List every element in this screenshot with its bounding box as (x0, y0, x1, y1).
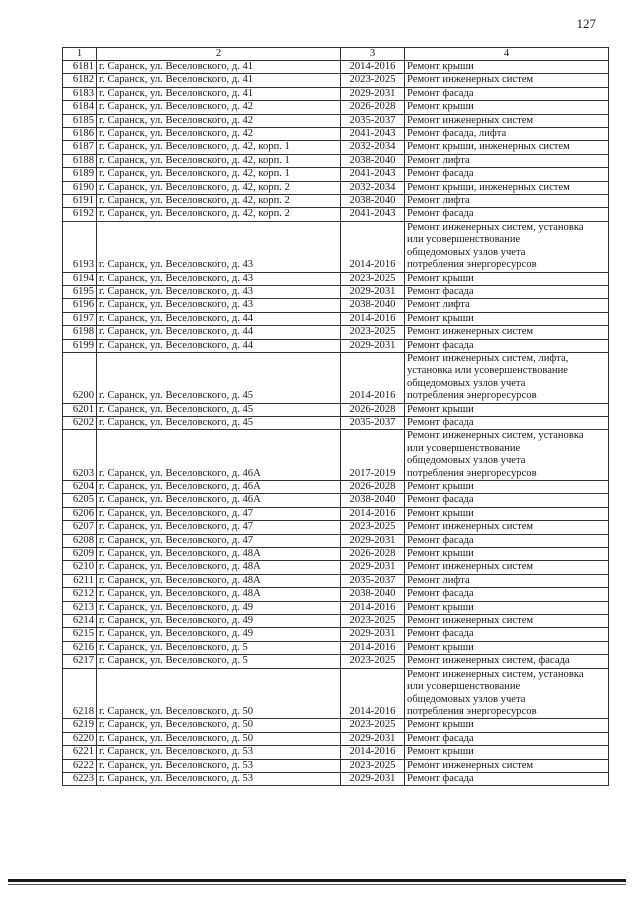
row-work-type (405, 299, 609, 312)
row-address: г. Саранск, ул. Веселовского, д. 53 (97, 772, 341, 785)
row-period: 2014-2016 (341, 352, 405, 403)
page-number: 127 (576, 16, 596, 31)
table-row (63, 114, 609, 127)
row-period: 2035-2037 (341, 114, 405, 127)
row-work-type (405, 507, 609, 520)
row-number: 6186 (63, 128, 97, 141)
row-number: 6202 (63, 416, 97, 429)
row-work-type (405, 548, 609, 561)
work-type-line: Ремонт крыши (407, 719, 474, 731)
row-number: 6203 (63, 430, 97, 481)
row-number: 6211 (63, 574, 97, 587)
table-row (63, 195, 609, 208)
row-period: 2026-2028 (341, 481, 405, 494)
row-work-type (405, 732, 609, 745)
row-address: г. Саранск, ул. Веселовского, д. 42 (97, 101, 341, 114)
work-type-line: Ремонт фасада (407, 628, 474, 640)
row-address: г. Саранск, ул. Веселовского, д. 53 (97, 759, 341, 772)
row-work-type (405, 481, 609, 494)
row-period: 2014-2016 (341, 746, 405, 759)
table-row (63, 494, 609, 507)
row-address: г. Саранск, ул. Веселовского, д. 42, корп. 2 (97, 181, 341, 194)
row-number: 6196 (63, 299, 97, 312)
row-address: г. Саранск, ул. Веселовского, д. 53 (97, 746, 341, 759)
row-work-type (405, 719, 609, 732)
table-row (63, 561, 609, 574)
table-row (63, 601, 609, 614)
row-address: г. Саранск, ул. Веселовского, д. 42, корп. 1 (97, 168, 341, 181)
work-type-line: Ремонт фасада (407, 494, 474, 506)
row-address: г. Саранск, ул. Веселовского, д. 42, корп. 2 (97, 208, 341, 221)
row-period: 2035-2037 (341, 416, 405, 429)
row-number: 6185 (63, 114, 97, 127)
row-number: 6200 (63, 352, 97, 403)
work-type-line: Ремонт фасада, лифта (407, 128, 507, 140)
table-row (63, 481, 609, 494)
row-period: 2029-2031 (341, 534, 405, 547)
row-period: 2041-2043 (341, 168, 405, 181)
row-number: 6205 (63, 494, 97, 507)
work-type-line: Ремонт крыши (407, 548, 474, 560)
row-period: 2023-2025 (341, 655, 405, 668)
table-row (63, 101, 609, 114)
row-address: г. Саранск, ул. Веселовского, д. 50 (97, 719, 341, 732)
row-period: 2038-2040 (341, 299, 405, 312)
table-header-row (63, 48, 609, 61)
row-period: 2026-2028 (341, 101, 405, 114)
table-row (63, 87, 609, 100)
row-address: г. Саранск, ул. Веселовского, д. 46А (97, 430, 341, 481)
work-type-line: Ремонт лифта (407, 195, 470, 207)
table-row (63, 285, 609, 298)
table-body (63, 61, 609, 786)
table-row (63, 221, 609, 272)
row-period: 2029-2031 (341, 87, 405, 100)
table-row (63, 299, 609, 312)
row-work-type (405, 772, 609, 785)
row-period: 2023-2025 (341, 326, 405, 339)
table-row (63, 641, 609, 654)
row-work-type (405, 655, 609, 668)
work-type-line: Ремонт инженерных систем (407, 615, 534, 627)
row-number: 6191 (63, 195, 97, 208)
row-period: 2029-2031 (341, 628, 405, 641)
work-type-line: Ремонт фасада (407, 168, 474, 180)
row-address: г. Саранск, ул. Веселовского, д. 47 (97, 534, 341, 547)
work-type-line: Ремонт фасада (407, 87, 474, 99)
table-row (63, 628, 609, 641)
row-number: 6214 (63, 615, 97, 628)
table-row (63, 521, 609, 534)
work-type-line: Ремонт крыши (407, 641, 474, 653)
row-number: 6189 (63, 168, 97, 181)
row-number: 6184 (63, 101, 97, 114)
row-number: 6223 (63, 772, 97, 785)
row-address: г. Саранск, ул. Веселовского, д. 47 (97, 507, 341, 520)
row-work-type (405, 615, 609, 628)
row-address: г. Саранск, ул. Веселовского, д. 43 (97, 272, 341, 285)
table-row (63, 588, 609, 601)
row-work-type (405, 416, 609, 429)
table-row (63, 759, 609, 772)
row-address: г. Саранск, ул. Веселовского, д. 44 (97, 326, 341, 339)
column-header-1: 1 (63, 48, 97, 61)
work-type-line: Ремонт фасада (407, 534, 474, 546)
row-address: г. Саранск, ул. Веселовского, д. 43 (97, 299, 341, 312)
row-number: 6221 (63, 746, 97, 759)
row-period: 2041-2043 (341, 208, 405, 221)
row-period: 2014-2016 (341, 507, 405, 520)
row-period: 2014-2016 (341, 312, 405, 325)
row-work-type (405, 195, 609, 208)
work-type-line: Ремонт крыши (407, 601, 474, 613)
row-number: 6219 (63, 719, 97, 732)
table-row (63, 416, 609, 429)
work-type-line: общедомовых узлов учета (407, 455, 526, 467)
row-period: 2029-2031 (341, 339, 405, 352)
work-type-line: Ремонт инженерных систем, установка (407, 221, 584, 233)
work-type-line: общедомовых узлов учета (407, 377, 526, 389)
work-type-line: Ремонт крыши (407, 746, 474, 758)
work-type-line: общедомовых узлов учета (407, 693, 526, 705)
table-row (63, 168, 609, 181)
row-number: 6182 (63, 74, 97, 87)
table-row (63, 403, 609, 416)
row-period: 2017-2019 (341, 430, 405, 481)
row-address: г. Саранск, ул. Веселовского, д. 42 (97, 128, 341, 141)
work-type-line: Ремонт фасада (407, 339, 474, 351)
row-address: г. Саранск, ул. Веселовского, д. 50 (97, 668, 341, 719)
work-type-line: Ремонт фасада (407, 588, 474, 600)
row-period: 2023-2025 (341, 719, 405, 732)
row-address: г. Саранск, ул. Веселовского, д. 46А (97, 481, 341, 494)
repair-schedule-table (62, 47, 609, 786)
row-address: г. Саранск, ул. Веселовского, д. 42, корп. 2 (97, 195, 341, 208)
table-row (63, 272, 609, 285)
table-row (63, 181, 609, 194)
row-number: 6209 (63, 548, 97, 561)
row-period: 2032-2034 (341, 181, 405, 194)
row-work-type (405, 403, 609, 416)
work-type-line: Ремонт инженерных систем, установка (407, 430, 584, 442)
row-work-type (405, 181, 609, 194)
row-address: г. Саранск, ул. Веселовского, д. 48А (97, 561, 341, 574)
row-period: 2014-2016 (341, 601, 405, 614)
row-number: 6194 (63, 272, 97, 285)
work-type-line: Ремонт фасада (407, 772, 474, 784)
row-work-type (405, 221, 609, 272)
row-number: 6206 (63, 507, 97, 520)
row-address: г. Саранск, ул. Веселовского, д. 5 (97, 641, 341, 654)
work-type-line: потребления энергоресурсов (407, 705, 537, 717)
row-number: 6181 (63, 61, 97, 74)
table-row (63, 719, 609, 732)
work-type-line: Ремонт инженерных систем (407, 759, 534, 771)
row-address: г. Саранск, ул. Веселовского, д. 43 (97, 221, 341, 272)
row-period: 2029-2031 (341, 561, 405, 574)
row-period: 2023-2025 (341, 759, 405, 772)
work-type-line: потребления энергоресурсов (407, 467, 537, 479)
work-type-line: Ремонт крыши (407, 507, 474, 519)
row-work-type (405, 168, 609, 181)
work-type-line: Ремонт крыши, инженерных систем (407, 141, 570, 153)
work-type-line: Ремонт инженерных систем (407, 74, 534, 86)
row-work-type (405, 601, 609, 614)
work-type-line: Ремонт инженерных систем (407, 326, 534, 338)
row-period: 2041-2043 (341, 128, 405, 141)
table-row (63, 208, 609, 221)
row-address: г. Саранск, ул. Веселовского, д. 45 (97, 403, 341, 416)
row-work-type (405, 746, 609, 759)
row-period: 2038-2040 (341, 195, 405, 208)
row-period: 2023-2025 (341, 272, 405, 285)
row-period: 2014-2016 (341, 641, 405, 654)
row-work-type (405, 759, 609, 772)
row-address: г. Саранск, ул. Веселовского, д. 47 (97, 521, 341, 534)
row-number: 6199 (63, 339, 97, 352)
row-address: г. Саранск, ул. Веселовского, д. 44 (97, 312, 341, 325)
work-type-line: Ремонт крыши (407, 61, 474, 72)
row-work-type (405, 74, 609, 87)
row-number: 6207 (63, 521, 97, 534)
row-address: г. Саранск, ул. Веселовского, д. 45 (97, 352, 341, 403)
row-work-type (405, 285, 609, 298)
column-header-3: 3 (341, 48, 405, 61)
work-type-line: потребления энергоресурсов (407, 259, 537, 271)
row-work-type (405, 668, 609, 719)
row-work-type (405, 561, 609, 574)
row-address: г. Саранск, ул. Веселовского, д. 50 (97, 732, 341, 745)
row-period: 2014-2016 (341, 61, 405, 74)
column-header-2: 2 (97, 48, 341, 61)
row-number: 6220 (63, 732, 97, 745)
row-period: 2032-2034 (341, 141, 405, 154)
row-address: г. Саранск, ул. Веселовского, д. 43 (97, 285, 341, 298)
row-work-type (405, 588, 609, 601)
work-type-line: Ремонт крыши (407, 312, 474, 324)
row-number: 6216 (63, 641, 97, 654)
row-period: 2035-2037 (341, 574, 405, 587)
work-type-line: Ремонт инженерных систем (407, 114, 534, 126)
table-row (63, 668, 609, 719)
row-address: г. Саранск, ул. Веселовского, д. 41 (97, 87, 341, 100)
row-work-type (405, 101, 609, 114)
row-address: г. Саранск, ул. Веселовского, д. 48А (97, 588, 341, 601)
row-period: 2029-2031 (341, 732, 405, 745)
row-period: 2014-2016 (341, 221, 405, 272)
table-row (63, 352, 609, 403)
work-type-line: Ремонт инженерных систем (407, 521, 534, 533)
work-type-line: Ремонт крыши (407, 481, 474, 492)
table-row (63, 128, 609, 141)
work-type-line: потребления энергоресурсов (407, 390, 537, 402)
row-address: г. Саранск, ул. Веселовского, д. 45 (97, 416, 341, 429)
row-address: г. Саранск, ул. Веселовского, д. 49 (97, 601, 341, 614)
row-work-type (405, 312, 609, 325)
row-period: 2029-2031 (341, 285, 405, 298)
row-number: 6193 (63, 221, 97, 272)
row-period: 2038-2040 (341, 588, 405, 601)
row-work-type (405, 430, 609, 481)
row-number: 6198 (63, 326, 97, 339)
work-type-line: Ремонт фасада (407, 285, 474, 297)
row-number: 6217 (63, 655, 97, 668)
table-row (63, 141, 609, 154)
bottom-rule (8, 879, 626, 882)
row-address: г. Саранск, ул. Веселовского, д. 42, корп. 1 (97, 154, 341, 167)
row-number: 6197 (63, 312, 97, 325)
row-address: г. Саранск, ул. Веселовского, д. 5 (97, 655, 341, 668)
row-work-type (405, 521, 609, 534)
work-type-line: Ремонт инженерных систем (407, 561, 534, 573)
row-address: г. Саранск, ул. Веселовского, д. 41 (97, 61, 341, 74)
row-number: 6188 (63, 154, 97, 167)
row-period: 2026-2028 (341, 548, 405, 561)
row-work-type (405, 141, 609, 154)
work-type-line: Ремонт инженерных систем, лифта, (407, 352, 569, 364)
row-address: г. Саранск, ул. Веселовского, д. 41 (97, 74, 341, 87)
table-row (63, 534, 609, 547)
table-row (63, 615, 609, 628)
work-type-line: или усовершенствование (407, 681, 521, 693)
row-work-type (405, 534, 609, 547)
work-type-line: Ремонт крыши (407, 272, 474, 284)
work-type-line: Ремонт инженерных систем, установка (407, 668, 584, 680)
row-address: г. Саранск, ул. Веселовского, д. 42 (97, 114, 341, 127)
table-row (63, 326, 609, 339)
table-row (63, 74, 609, 87)
column-header-4: 4 (405, 48, 609, 61)
row-work-type (405, 128, 609, 141)
row-work-type (405, 154, 609, 167)
work-type-line: Ремонт фасада (407, 208, 474, 220)
row-number: 6187 (63, 141, 97, 154)
row-address: г. Саранск, ул. Веселовского, д. 49 (97, 615, 341, 628)
table-row (63, 339, 609, 352)
table-row (63, 772, 609, 785)
row-number: 6218 (63, 668, 97, 719)
row-number: 6201 (63, 403, 97, 416)
row-period: 2038-2040 (341, 154, 405, 167)
row-work-type (405, 628, 609, 641)
row-number: 6192 (63, 208, 97, 221)
work-type-line: Ремонт крыши (407, 403, 474, 415)
table-row (63, 154, 609, 167)
table-row (63, 548, 609, 561)
row-period: 2023-2025 (341, 74, 405, 87)
row-number: 6222 (63, 759, 97, 772)
table-row (63, 507, 609, 520)
table-row (63, 655, 609, 668)
table-row (63, 732, 609, 745)
work-type-line: Ремонт лифта (407, 574, 470, 586)
row-work-type (405, 61, 609, 74)
row-work-type (405, 114, 609, 127)
table-row (63, 574, 609, 587)
row-work-type (405, 339, 609, 352)
row-number: 6208 (63, 534, 97, 547)
row-work-type (405, 352, 609, 403)
bottom-rule-thin (8, 884, 626, 885)
row-address: г. Саранск, ул. Веселовского, д. 44 (97, 339, 341, 352)
row-number: 6183 (63, 87, 97, 100)
work-type-line: общедомовых узлов учета (407, 246, 526, 258)
row-number: 6212 (63, 588, 97, 601)
row-period: 2029-2031 (341, 772, 405, 785)
work-type-line: Ремонт крыши (407, 101, 474, 113)
row-address: г. Саранск, ул. Веселовского, д. 42, корп. 1 (97, 141, 341, 154)
work-type-line: или усовершенствование (407, 234, 521, 246)
row-period: 2026-2028 (341, 403, 405, 416)
row-number: 6213 (63, 601, 97, 614)
work-type-line: Ремонт фасада (407, 732, 474, 744)
work-type-line: Ремонт лифта (407, 299, 470, 311)
work-type-line: Ремонт инженерных систем, фасада (407, 655, 570, 667)
table-row (63, 430, 609, 481)
table-row (63, 746, 609, 759)
row-work-type (405, 494, 609, 507)
row-number: 6215 (63, 628, 97, 641)
row-work-type (405, 574, 609, 587)
row-period: 2038-2040 (341, 494, 405, 507)
row-work-type (405, 208, 609, 221)
row-work-type (405, 272, 609, 285)
row-address: г. Саранск, ул. Веселовского, д. 48А (97, 574, 341, 587)
work-type-line: Ремонт крыши, инженерных систем (407, 181, 570, 193)
work-type-line: Ремонт фасада (407, 416, 474, 428)
row-number: 6204 (63, 481, 97, 494)
row-number: 6210 (63, 561, 97, 574)
row-number: 6195 (63, 285, 97, 298)
row-address: г. Саранск, ул. Веселовского, д. 48А (97, 548, 341, 561)
row-address: г. Саранск, ул. Веселовского, д. 46А (97, 494, 341, 507)
row-work-type (405, 641, 609, 654)
table-row (63, 312, 609, 325)
row-address: г. Саранск, ул. Веселовского, д. 49 (97, 628, 341, 641)
row-work-type (405, 87, 609, 100)
row-period: 2014-2016 (341, 668, 405, 719)
row-number: 6190 (63, 181, 97, 194)
work-type-line: Ремонт лифта (407, 154, 470, 166)
row-work-type (405, 326, 609, 339)
work-type-line: или усовершенствование (407, 442, 521, 454)
table-row (63, 61, 609, 74)
work-type-line: установка или усовершенствование (407, 365, 568, 377)
row-period: 2023-2025 (341, 521, 405, 534)
row-period: 2023-2025 (341, 615, 405, 628)
